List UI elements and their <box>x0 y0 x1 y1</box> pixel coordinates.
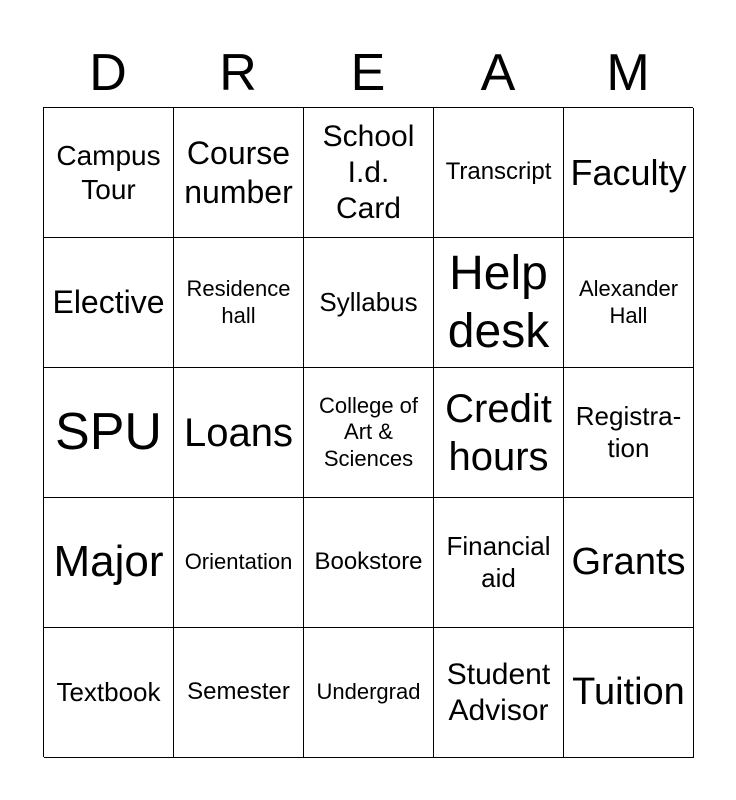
header-letter-e: E <box>350 44 386 102</box>
header-letter-d: D <box>89 44 127 102</box>
cell-label: Textbook <box>56 676 161 707</box>
bingo-cell-r1-c2[interactable] <box>174 108 304 238</box>
header-letter-r: R <box>219 44 257 102</box>
cell-label: Residence hall <box>186 276 291 328</box>
bingo-cell-r3-c5[interactable] <box>564 368 694 498</box>
header-letter-a: A <box>480 44 516 102</box>
bingo-cell-r1-c5[interactable] <box>564 108 694 238</box>
cell-label: Elective <box>52 284 165 321</box>
cell-label: Orientation <box>184 549 293 575</box>
bingo-cell-r3-c4[interactable] <box>434 368 564 498</box>
bingo-cell-r2-c1[interactable] <box>44 238 174 368</box>
cell-label: Help desk <box>447 246 550 358</box>
cell-label: Registra- tion <box>575 401 682 463</box>
cell-label: Financial aid <box>446 531 551 593</box>
bingo-cell-r5-c4[interactable] <box>434 628 564 758</box>
cell-label: Student Advisor <box>446 657 551 727</box>
cell-label: Campus Tour <box>56 139 161 205</box>
bingo-card <box>43 107 693 757</box>
bingo-cell-r1-c3[interactable] <box>304 108 434 238</box>
header-letter-m: M <box>606 44 650 102</box>
cell-label: SPU <box>55 403 162 462</box>
cell-label: Major <box>53 537 164 587</box>
bingo-cell-r4-c3[interactable] <box>304 498 434 628</box>
cell-label: Bookstore <box>314 548 423 576</box>
bingo-cell-r5-c1[interactable] <box>44 628 174 758</box>
bingo-cell-r4-c2[interactable] <box>174 498 304 628</box>
cell-label: Undergrad <box>316 679 421 705</box>
bingo-cell-r2-c5[interactable] <box>564 238 694 368</box>
bingo-cell-r2-c4[interactable] <box>434 238 564 368</box>
cell-label: Tuition <box>572 670 685 713</box>
cell-label: Loans <box>184 410 293 455</box>
bingo-cell-r3-c2[interactable] <box>174 368 304 498</box>
bingo-cell-r2-c3[interactable] <box>304 238 434 368</box>
cell-label: College of Art & Sciences <box>318 392 419 471</box>
bingo-header <box>43 40 693 106</box>
cell-label: Faculty <box>570 151 687 193</box>
bingo-cell-r5-c5[interactable] <box>564 628 694 758</box>
cell-label: Course number <box>184 135 293 210</box>
bingo-cell-r1-c4[interactable] <box>434 108 564 238</box>
bingo-cell-r1-c1[interactable] <box>44 108 174 238</box>
bingo-cell-r3-c1[interactable] <box>44 368 174 498</box>
cell-label: Grants <box>571 540 686 583</box>
cell-label: Alexander Hall <box>578 276 679 328</box>
bingo-cell-r4-c5[interactable] <box>564 498 694 628</box>
bingo-cell-r2-c2[interactable] <box>174 238 304 368</box>
bingo-cell-r4-c1[interactable] <box>44 498 174 628</box>
cell-label: Credit hours <box>445 386 552 479</box>
bingo-cell-r4-c4[interactable] <box>434 498 564 628</box>
bingo-cell-r5-c3[interactable] <box>304 628 434 758</box>
bingo-cell-r3-c3[interactable] <box>304 368 434 498</box>
cell-label: School I.d. Card <box>322 119 415 225</box>
bingo-cell-r5-c2[interactable] <box>174 628 304 758</box>
cell-label: Syllabus <box>319 286 418 317</box>
cell-label: Transcript <box>445 158 552 186</box>
cell-label: Semester <box>187 678 290 706</box>
